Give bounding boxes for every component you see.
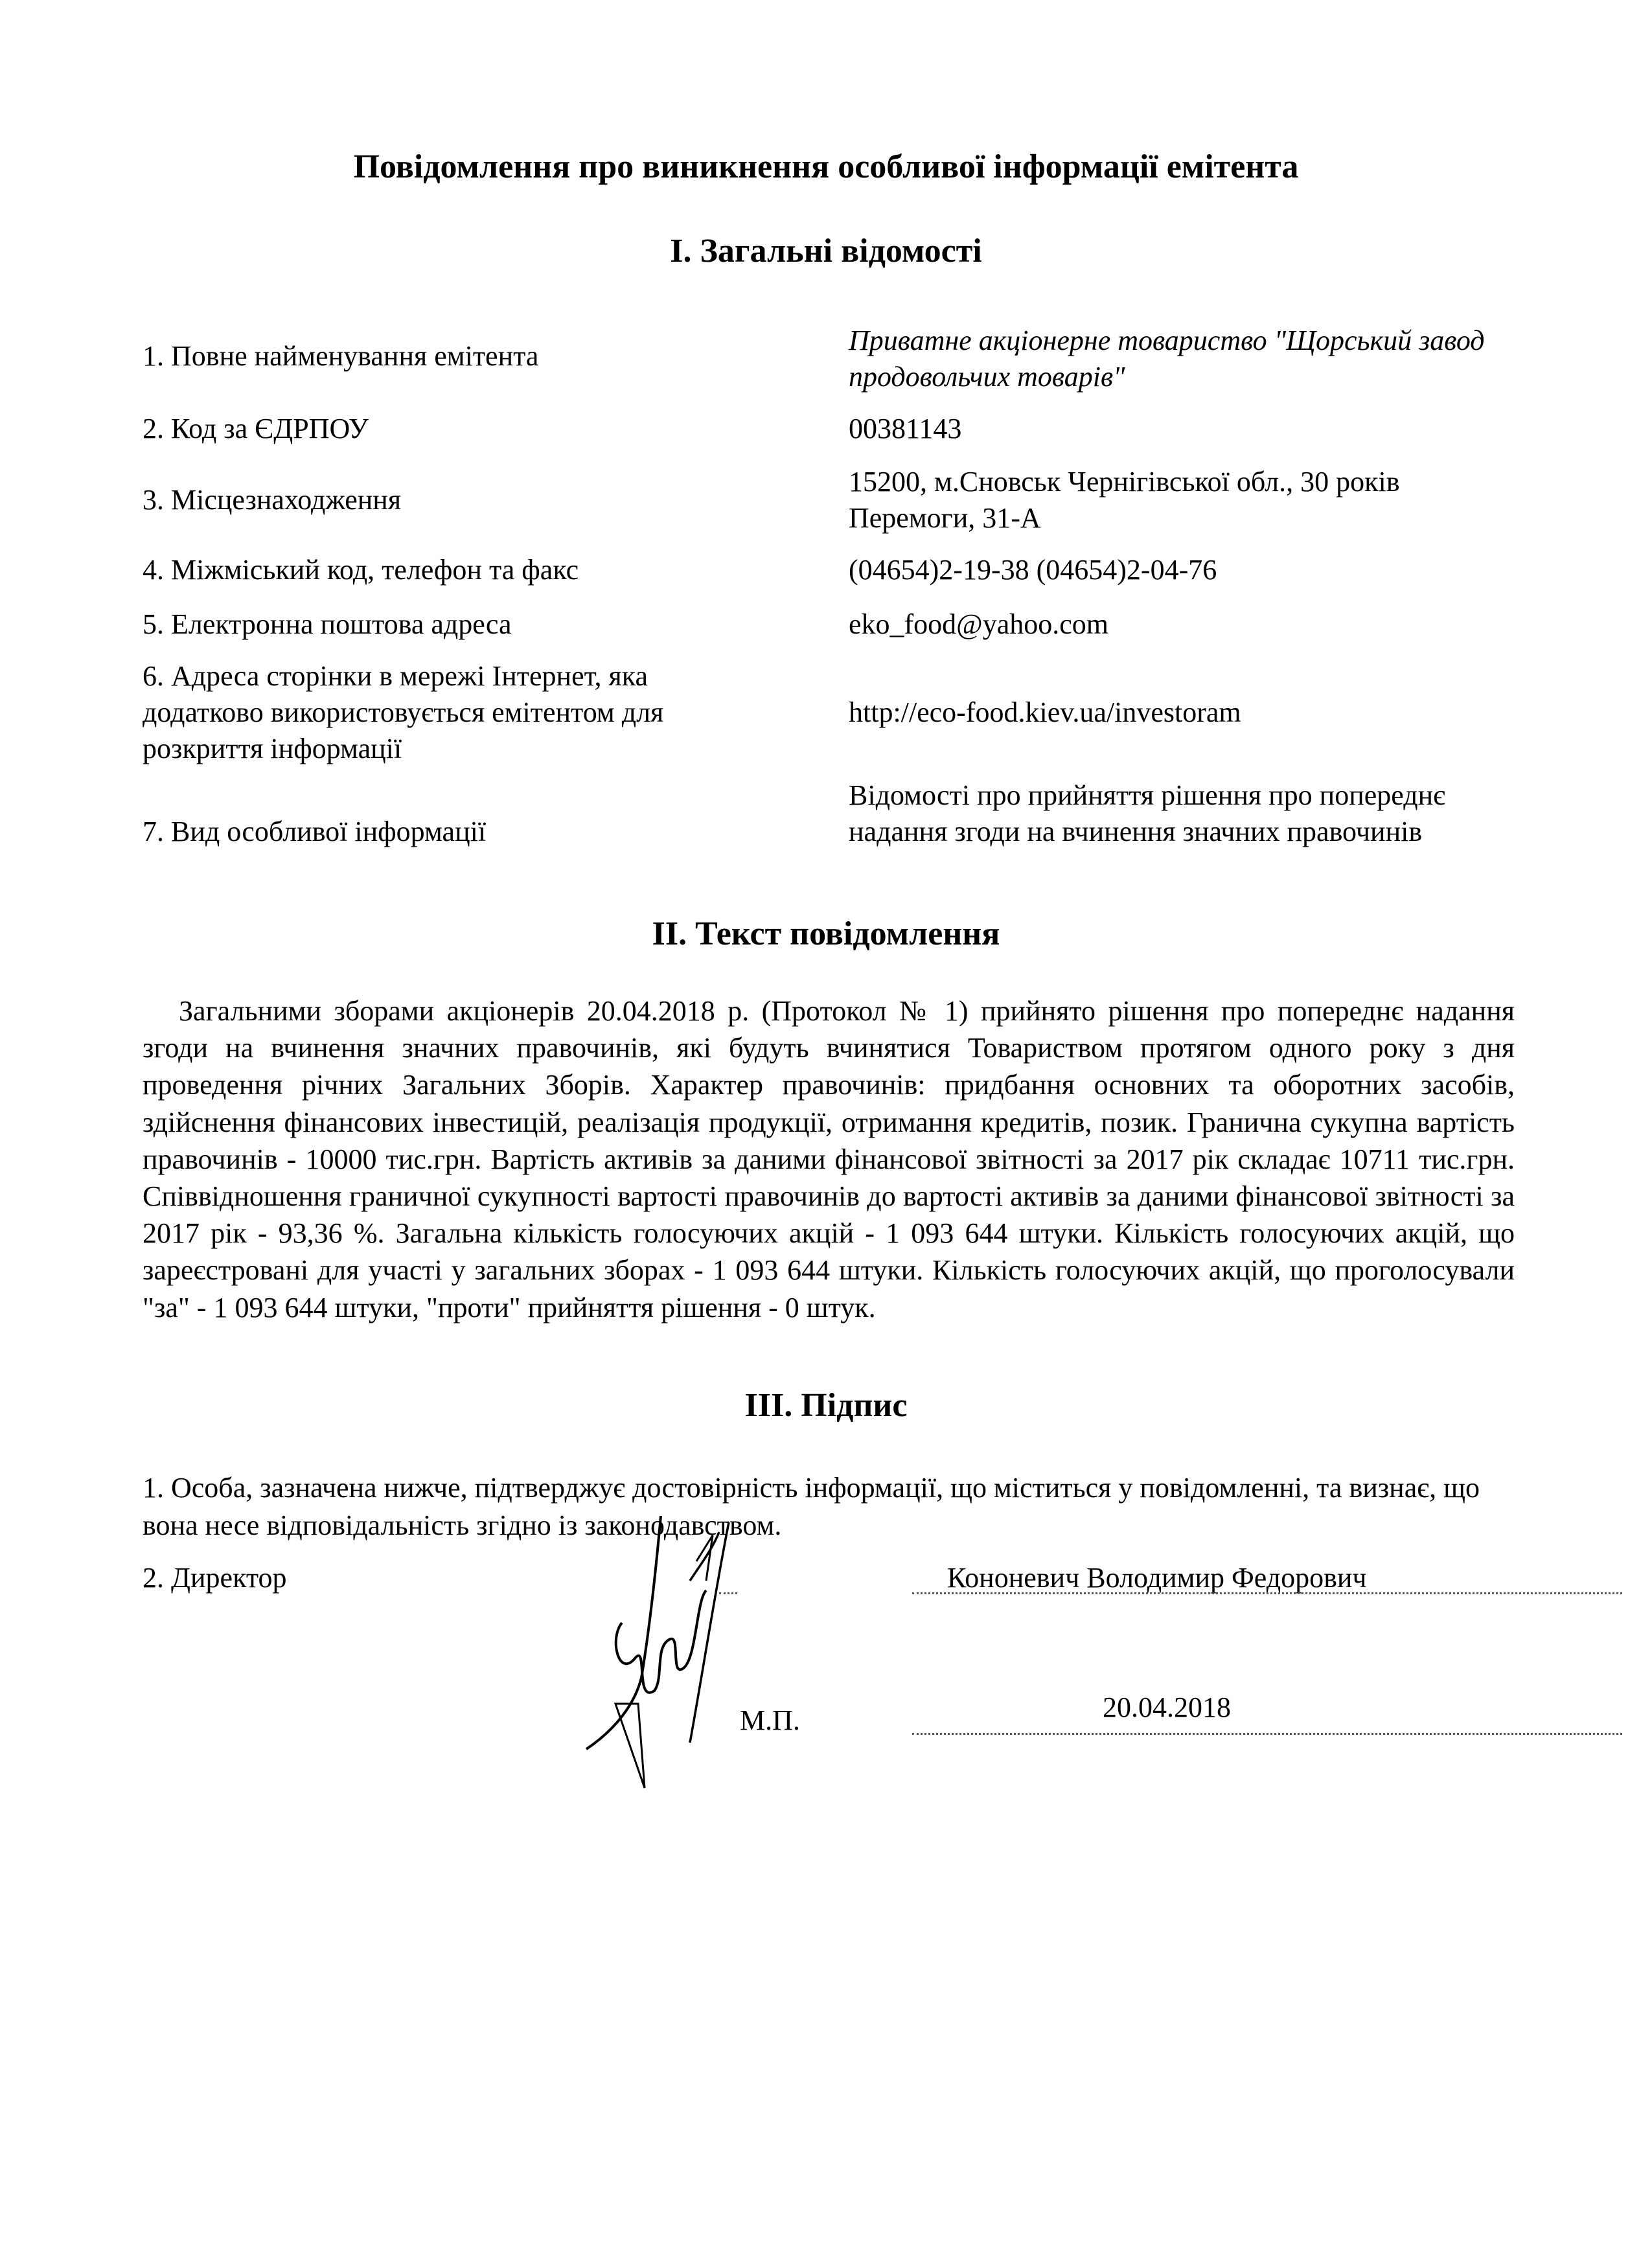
info-label: 5. Електронна поштова адреса	[143, 608, 512, 640]
section-3-heading: III. Підпис	[744, 1387, 908, 1424]
info-value: Приватне акціонерне товариство "Щорський завод продовольчих товарів"	[849, 325, 1485, 393]
message-text: Загальними зборами акціонерів 20.04.2018 р. (Протокол № 1) прийнято рішення про попереднє надання згоди на вчинення значних правочинів, які будуть вчинятися Товариством протягом одного року з дня проведення річних Загальних Зборів. Характер правочинів: придбання основних та оборотних засобів, здійснення фінансових інвестицій, реалізація продукції, отримання кредитів, позик. Гранична сукупна вартість правочинів - 10000 тис.грн. Вартість активів за даними фінансової звітності за 2017 рік складає 10711 тис.грн. Співвідношення граничної сукупності вартості правочинів до вартості активів за даними фінансової звітності за 2017 рік - 93,36 %. Загальна кількість голосуючих акцій - 1 093 644 штуки. Кількість голосуючих акцій, що зареєстровані для участі у загальних зборах - 1 093 644 штуки. Кількість голосуючих акцій, що проголосували "за" - 1 093 644 штуки, "проти" прийняття рішення - 0 штук.	[143, 995, 1515, 1323]
handwritten-signature	[557, 1509, 855, 1794]
date-line	[912, 1733, 1622, 1735]
signature-stroke	[616, 1590, 706, 1693]
info-label: 7. Вид особливої інформації	[143, 816, 487, 847]
info-value[interactable]: http://eco-food.kiev.ua/investoram	[849, 696, 1241, 728]
info-value: (04654)2-19-38 (04654)2-04-76	[849, 554, 1217, 586]
section-2-heading: II. Текст повідомлення	[652, 915, 1000, 952]
document-title: Повідомлення про виникнення особливої інформації емітента	[353, 148, 1299, 185]
info-value: 00381143	[849, 413, 962, 444]
info-label: 1. Повне найменування емітента	[143, 340, 539, 372]
signatory-name: Кононевич Володимир Федорович	[947, 1562, 1367, 1594]
signature-stroke	[586, 1516, 661, 1749]
info-value: Відомості про прийняття рішення про попереднє надання згоди на вчинення значних правочинів	[849, 779, 1446, 847]
info-value[interactable]: eko_food@yahoo.com	[849, 608, 1108, 640]
signature-stroke	[615, 1704, 645, 1788]
info-label: 4. Міжміський код, телефон та факс	[143, 554, 579, 586]
info-label: 3. Місцезнаходження	[143, 484, 402, 516]
position-label: 2. Директор	[143, 1562, 287, 1594]
signature-date: 20.04.2018	[1103, 1691, 1231, 1723]
info-value: 15200, м.Сновськ Чернігівської обл., 30 років Перемоги, 31-А	[849, 466, 1400, 534]
section-1-heading: I. Загальні відомості	[670, 233, 982, 269]
seal-label: М.П.	[740, 1704, 800, 1736]
responsibility-statement: 1. Особа, зазначена нижче, підтверджує достовірність інформації, що міститься у повідомленні, та визнає, що вона несе відповідальність згідно із законодавством.	[143, 1472, 1480, 1541]
info-label: 2. Код за ЄДРПОУ	[143, 413, 369, 444]
signature-line	[912, 1592, 1622, 1594]
info-label: 6. Адреса сторінки в мережі Інтернет, яка додатково використовується емітентом для розкриття інформації	[143, 660, 664, 764]
